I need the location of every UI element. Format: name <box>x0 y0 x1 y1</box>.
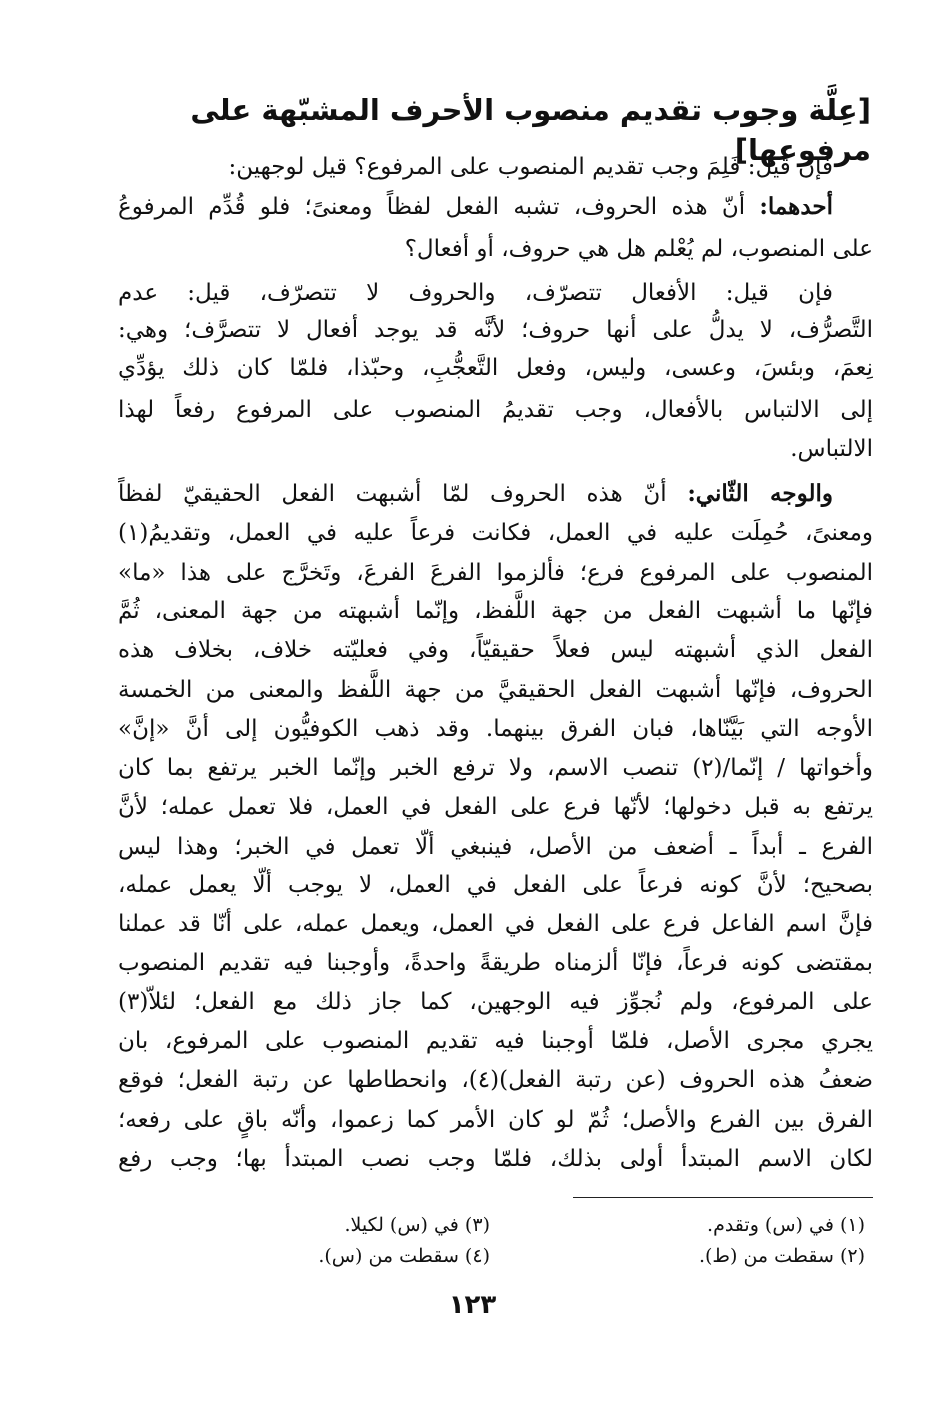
text-line: ومعنىً، حُمِلَت عليه في العمل، فكانت فرعاً عليه في العمل، وتقديمُ(١) <box>118 520 873 546</box>
section-title: [عِلَّة وجوب تقديم منصوب الأحرف المشبّهة على مرفوعها] <box>190 93 871 167</box>
text-line: والوجه الثّاني: أنّ هذه الحروف لمّا أشبهت الفعل الحقيقيّ لفظاً <box>118 480 833 507</box>
text-line: الفعل الذي أشبهته ليس فعلاً حقيقيّاً، وفي فعليّته خلاف، بخلاف هذه <box>118 637 873 663</box>
text-line: الالتباس. <box>790 436 873 462</box>
bold-lead-term: والوجه الثّاني: <box>687 480 833 507</box>
text-line: على المرفوع، ولم نُجوِّز فيه الوجهين، كما جاز ذلك مع الفعل؛ لئلاّ(٣) <box>118 989 873 1015</box>
footnote: (٢) سقطت من (ط). <box>698 1245 865 1267</box>
bold-lead-term: أحدهما: <box>759 193 833 220</box>
page-number: ١٢٣ <box>448 1290 497 1320</box>
text-line: يرتفع به قبل دخولها؛ لأنّها فرع على الفعل في العمل، فلا تعمل عمله؛ لأنَّ <box>118 794 873 820</box>
footnote-divider <box>573 1197 873 1198</box>
text-line: ضعفُ هذه الحروف (عن رتبة الفعل)(٤)، وانحطاطها عن رتبة الفعل؛ فوقع <box>118 1067 873 1093</box>
footnote: (١) في (س) وتقدم. <box>707 1214 865 1236</box>
text-line: المنصوب على المرفوع فرع؛ فألزموا الفرعَ الفرعَ، وتَخرَّج على هذا «ما» <box>118 560 873 586</box>
text-line: الفرع ـ أبداً ـ أضعف من الأصل، فينبغي ألّا تعمل في الخبر؛ وهذا ليس <box>118 834 873 860</box>
text-line: فإن قيل: فَلِمَ وجب تقديم المنصوب على المرفوع؟ قيل لوجهين: <box>228 154 833 180</box>
text-line: بصحيح؛ لأنَّ كونه فرعاً على الفعل في العمل، لا يوجب ألّا يعمل عمله، <box>118 872 873 898</box>
text-line: أحدهما: أنّ هذه الحروف، تشبه الفعل لفظاً ومعنىً؛ فلو قُدِّم المرفوعُ <box>118 193 833 220</box>
text-line: فإنَّ اسم الفاعل فرع على الفعل في العمل، ويعمل عمله، على أنّا قد عملنا <box>118 911 873 937</box>
text-line: الفرق بين الفرع والأصل؛ ثُمّ لو كان الأمر كما زعموا، وأنّه باقٍ على رفعه؛ <box>118 1107 873 1133</box>
footnote: (٤) سقطت من (س). <box>318 1245 490 1267</box>
text-line: الحروف، فإنّها أشبهت الفعل الحقيقيَّ من جهة اللَّفظ والمعنى من الخمسة <box>118 677 873 703</box>
text-line: التَّصرُّف، لا يدلُّ على أنها حروف؛ لأنَّه قد يوجد أفعال لا تتصرَّف؛ وهي: <box>118 317 873 343</box>
text-line: بمقتضى كونه فرعاً، فإنّا ألزمناه طريقةً واحدةً، وأوجبنا فيه تقديم المنصوب <box>118 950 873 976</box>
text-line: فإنّها ما أشبهت الفعل من جهة اللَّفظ، وإنّما أشبهته من جهة المعنى، ثُمَّ <box>118 598 873 624</box>
text-line: على المنصوب، لم يُعْلم هل هي حروف، أو أفعال؟ <box>404 236 873 262</box>
footnote: (٣) في (س) لكيلا. <box>344 1214 490 1236</box>
text-line: يجري مجرى الأصل، فلمّا أوجبنا فيه تقديم المنصوب على المرفوع، بان <box>118 1028 873 1054</box>
text-line: فإن قيل: الأفعال تتصرّف، والحروف لا تتصرّف، قيل: عدم <box>118 280 833 306</box>
text-line: إلى الالتباس بالأفعال، وجب تقديمُ المنصوب على المرفوع رفعاً لهذا <box>118 397 873 423</box>
text-line: لكان الاسم المبتدأ أولى بذلك، فلمّا وجب نصب المبتدأ بها؛ وجب رفع <box>118 1146 873 1172</box>
text-line: نِعمَ، وبئسَ، وعسى، وليس، وفعل التَّعجُّبِ، وحبّذا، فلمّا كان ذلك يؤدِّي <box>118 355 873 381</box>
text-line: الأوجه التي بَيَّنّاها، فبان الفرق بينهما. وقد ذهب الكوفيُّون إلى أنَّ «إنَّ» <box>118 716 873 742</box>
text-line: وأخواتها / إنّما/(٢) تنصب الاسم، ولا ترفع الخبر وإنّما الخبر يرتفع بما كان <box>118 755 873 781</box>
